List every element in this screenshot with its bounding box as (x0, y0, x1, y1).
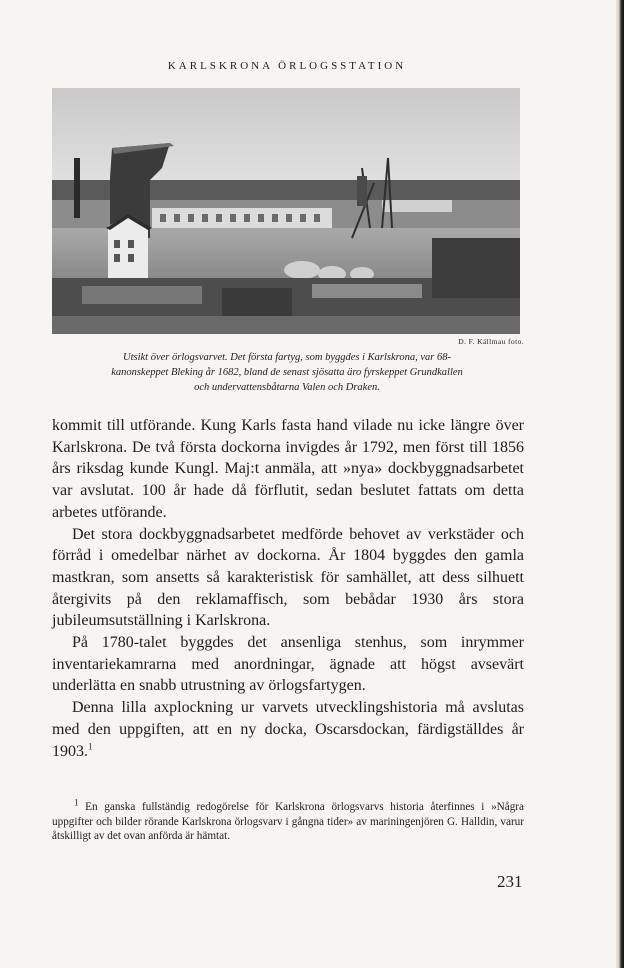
paragraph (52, 697, 524, 762)
page-edge (616, 0, 624, 968)
caption-line: kanonskeppet Bleking år 1682, bland de senast sjösatta äro fyrskeppet Grundkallen (111, 367, 463, 378)
paragraph: På 1780-talet byggdes det ansenliga stenhus, som inrymmer inventariekamrarna med anordningar, ägnade att högst avsevärt underlätta en snabb utrustning av örlogsfartygen. (52, 634, 524, 695)
body-text (52, 415, 524, 762)
page-number: 231 (497, 872, 523, 891)
photo-distant-building (382, 200, 452, 212)
footnote-text: En ganska fullständig redogörelse för Karlskrona örlogsvarvs historia återfinnes i »Några uppgifter och bilder rörande Karlskrona örlogsvarv i gångna tider» av mariningenjören G. Halldin, varur åtskilligt av det ovan anförda är hämtat. (52, 801, 524, 842)
running-head: KARLSKRONA ÖRLOGSSTATION (167, 60, 407, 72)
photo-credit: D. F. Källmau foto. (458, 337, 524, 346)
caption-line: och undervattensbåtarna Valen och Draken. (194, 382, 380, 393)
footnote-mark: 1 (74, 797, 79, 808)
paragraph: Det stora dockbyggnadsarbetet medförde behovet av verkstäder och förråd i omedelbar närhet av dockorna. År 1804 byggdes den gamla mastkran, som ansetts så karakteristisk för samhället, att dess silhuett återgivits på den reklamaffisch, som bebådar 1930 års stora jubileumsutställning i Karlskrona. (52, 525, 524, 630)
shipyard-photo (52, 88, 520, 334)
photo-caption (52, 350, 522, 395)
paragraph-text: Denna lilla axplockning ur varvets utvecklingshistoria må avslutas med den uppgiften, att en ny docka, Oscarsdockan, färdigställdes år 1903. (52, 699, 524, 760)
shipyard-photo-illustration (52, 88, 520, 334)
footnote (52, 797, 524, 844)
paragraph: kommit till utförande. Kung Karls fasta hand vilade nu icke längre över Karlskrona. De två första dockorna invigdes år 1792, men först till 1856 års riksdag kunde Kungl. Maj:t anmäla, att »nya» dockbyggnadsarbetet var avslutat. 100 år hade då förflutit, sedan beslutet fattats om detta arbetes utförande. (52, 417, 524, 521)
caption-line: Utsikt över örlogsvarvet. Det första fartyg, som byggdes i Karlskrona, var 68- (123, 352, 451, 363)
footnote-reference: 1 (88, 741, 93, 752)
photo-chimney (74, 158, 80, 218)
